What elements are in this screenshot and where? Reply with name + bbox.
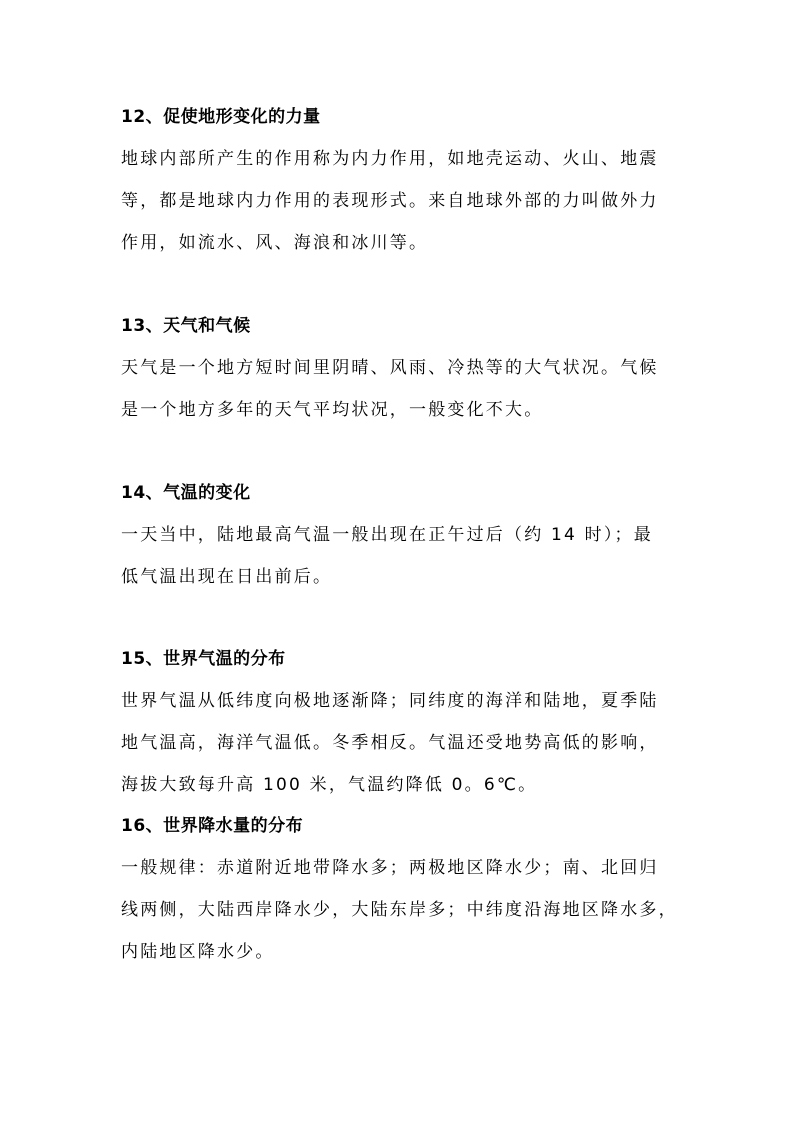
- paragraph-line: 世界气温从低纬度向极地逐渐降；同纬度的海洋和陆地，夏季陆: [121, 691, 659, 711]
- paragraph-line: 地球内部所产生的作用称为内力作用，如地壳运动、火山、地震: [121, 149, 659, 169]
- section-12: [121, 106, 681, 266]
- section-heading: 12、促使地形变化的力量: [121, 107, 321, 127]
- paragraph-line: 低气温出现在日出前后。: [121, 567, 333, 587]
- section-16: [121, 815, 681, 975]
- paragraph-line: 一般规律：赤道附近地带降水多；两极地区降水少；南、北回归: [121, 858, 659, 878]
- section-heading: 16、世界降水量的分布: [121, 816, 304, 836]
- section-13: [121, 315, 681, 435]
- paragraph-line: 一天当中，陆地最高气温一般出现在正午过后（约 14 时）；最: [121, 525, 653, 545]
- section-heading: 15、世界气温的分布: [121, 649, 286, 669]
- section-heading: 14、气温的变化: [121, 483, 251, 503]
- paragraph-line: 等，都是地球内力作用的表现形式。来自地球外部的力叫做外力: [121, 191, 659, 211]
- paragraph-line: 天气是一个地方短时间里阴晴、风雨、冷热等的大气状况。气候: [121, 358, 659, 378]
- paragraph-line: 海拔大致每升高 100 米，气温约降低 0。6℃。: [121, 775, 538, 795]
- section-14: [121, 482, 681, 602]
- paragraph-line: 内陆地区降水少。: [121, 942, 275, 962]
- section-heading: 13、天气和气候: [121, 316, 251, 336]
- section-15: [121, 648, 681, 808]
- paragraph-line: 是一个地方多年的天气平均状况，一般变化不大。: [121, 400, 544, 420]
- paragraph-line: 地气温高，海洋气温低。冬季相反。气温还受地势高低的影响，: [121, 733, 659, 753]
- paragraph-line: 线两侧，大陆西岸降水少，大陆东岸多；中纬度沿海地区降水多，: [121, 900, 678, 920]
- paragraph-line: 作用，如流水、风、海浪和冰川等。: [121, 233, 429, 253]
